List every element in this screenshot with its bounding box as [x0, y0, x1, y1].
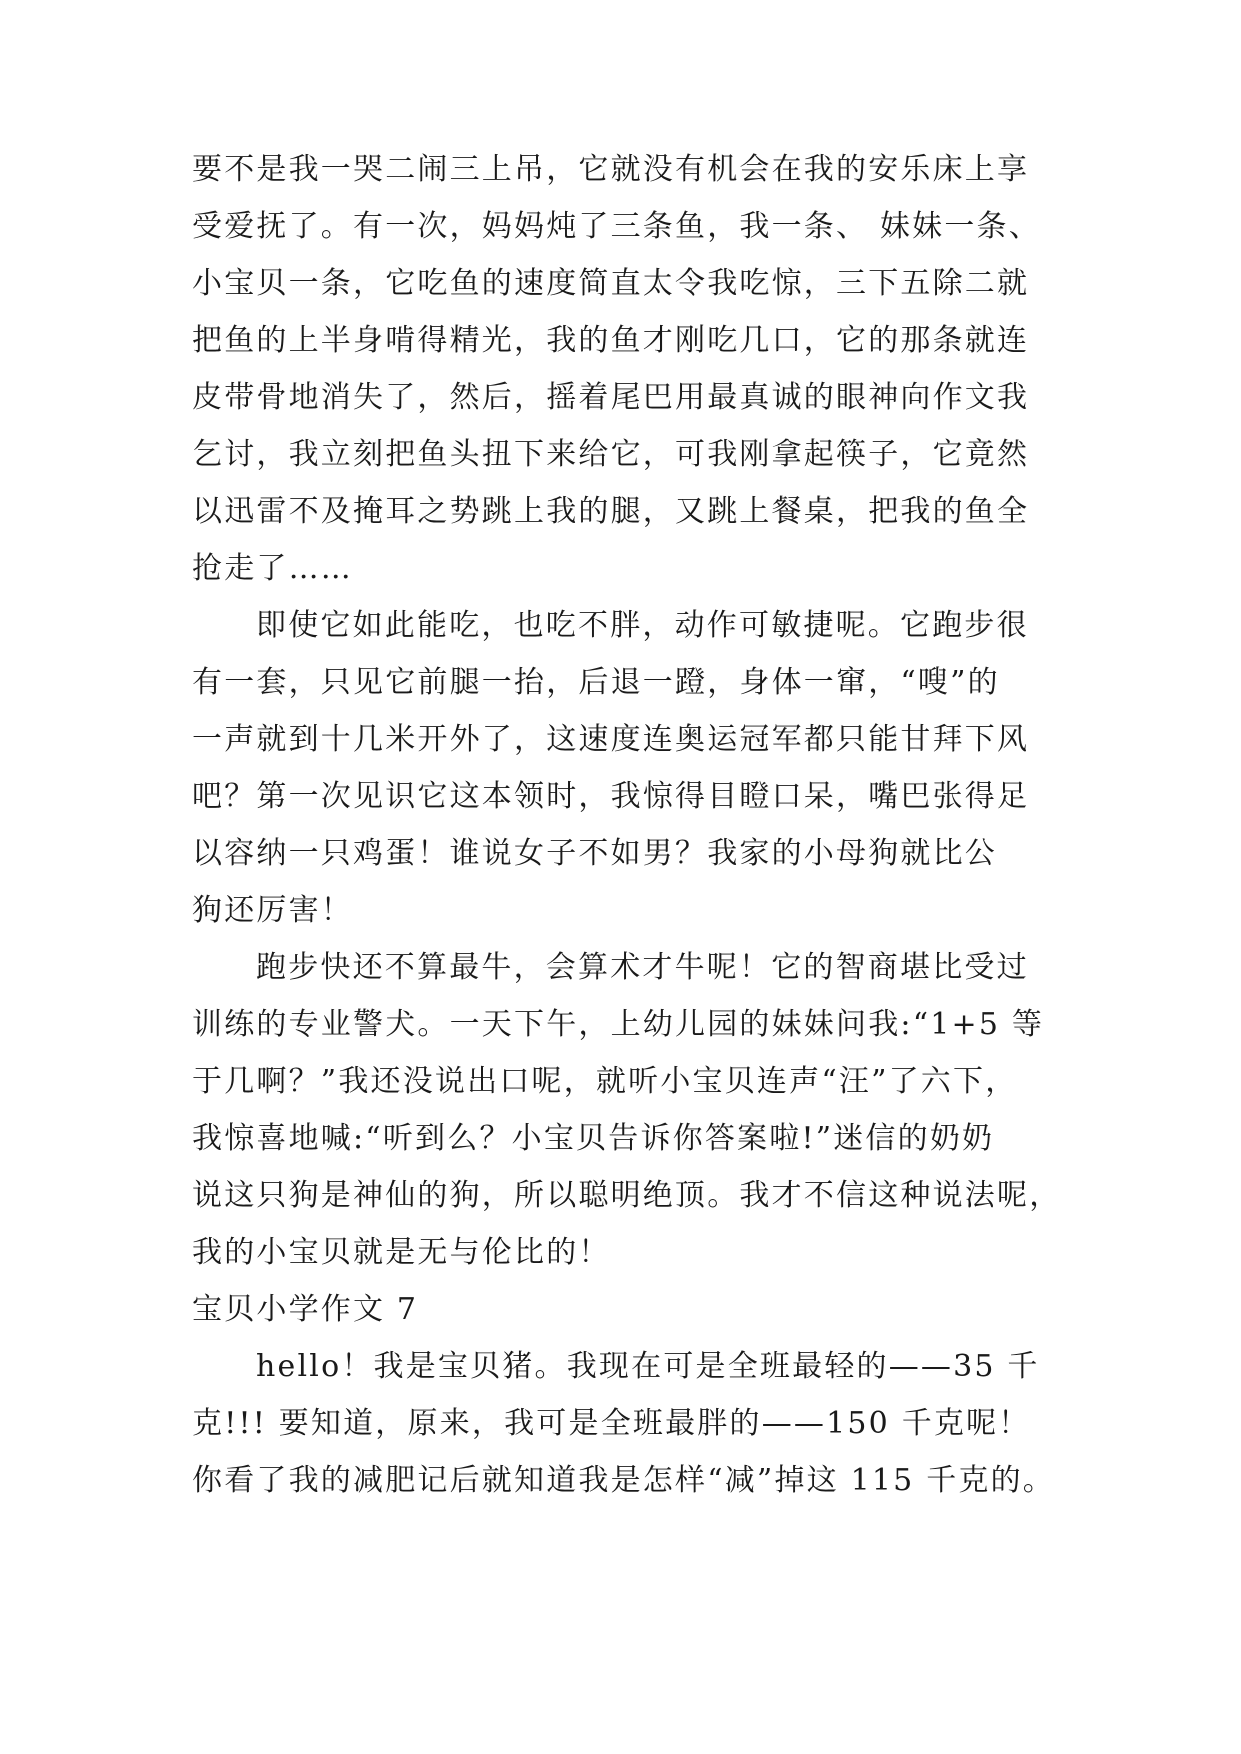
text-line: 说这只狗是神仙的狗，所以聪明绝顶。我才不信这种说法呢，: [192, 1178, 1062, 1213]
text-line: 把鱼的上半身啃得精光，我的鱼才刚吃几口，它的那条就连: [192, 323, 1030, 358]
text-line: 以容纳一只鸡蛋！谁说女子不如男？我家的小母狗就比公: [192, 836, 997, 871]
text-line: 受爱抚了。有一次，妈妈炖了三条鱼，我一条、 妹妹一条、: [192, 209, 1041, 244]
text-line: 你看了我的减肥记后就知道我是怎样“减”掉这 115 千克的。: [192, 1463, 1056, 1498]
paragraph-first-line: hello！我是宝贝猪。我现在可是全班最轻的——35 千: [256, 1349, 1040, 1384]
text-line: 小宝贝一条，它吃鱼的速度简直太令我吃惊，三下五除二就: [192, 266, 1030, 301]
paragraph-first-line: 即使它如此能吃，也吃不胖，动作可敏捷呢。它跑步很: [256, 608, 1029, 643]
text-line: 吧？第一次见识它这本领时，我惊得目瞪口呆，嘴巴张得足: [192, 779, 1030, 814]
text-line: 于几啊？”我还没说出口呢，就听小宝贝连声“汪”了六下，: [192, 1064, 1018, 1099]
text-line: 抢走了……: [192, 551, 353, 586]
text-line: 皮带骨地消失了，然后，摇着尾巴用最真诚的眼神向作文我: [192, 380, 1030, 415]
text-line: 一声就到十几米开外了，这速度连奥运冠军都只能甘拜下风: [192, 722, 1030, 757]
text-line: 我的小宝贝就是无与伦比的！: [192, 1235, 611, 1270]
text-line: 克!!! 要知道，原来，我可是全班最胖的——150 千克呢！: [192, 1406, 1031, 1441]
text-line: 要不是我一哭二闹三上吊，它就没有机会在我的安乐床上享: [192, 152, 1030, 187]
section-heading: 宝贝小学作文 7: [192, 1292, 419, 1327]
paragraph-first-line: 跑步快还不算最牛，会算术才牛呢！它的智商堪比受过: [256, 950, 1029, 985]
text-line: 有一套，只见它前腿一抬，后退一蹬，身体一窜，“嗖”的: [192, 665, 1000, 700]
text-line: 乞讨，我立刻把鱼头扭下来给它，可我刚拿起筷子，它竟然: [192, 437, 1030, 472]
text-line: 以迅雷不及掩耳之势跳上我的腿，又跳上餐桌，把我的鱼全: [192, 494, 1030, 529]
text-line: 训练的专业警犬。一天下午，上幼儿园的妹妹问我:“1+5 等: [192, 1007, 1045, 1042]
text-line: 狗还厉害！: [192, 893, 353, 928]
text-line: 我惊喜地喊:“听到么？小宝贝告诉你答案啦!”迷信的奶奶: [192, 1121, 995, 1156]
